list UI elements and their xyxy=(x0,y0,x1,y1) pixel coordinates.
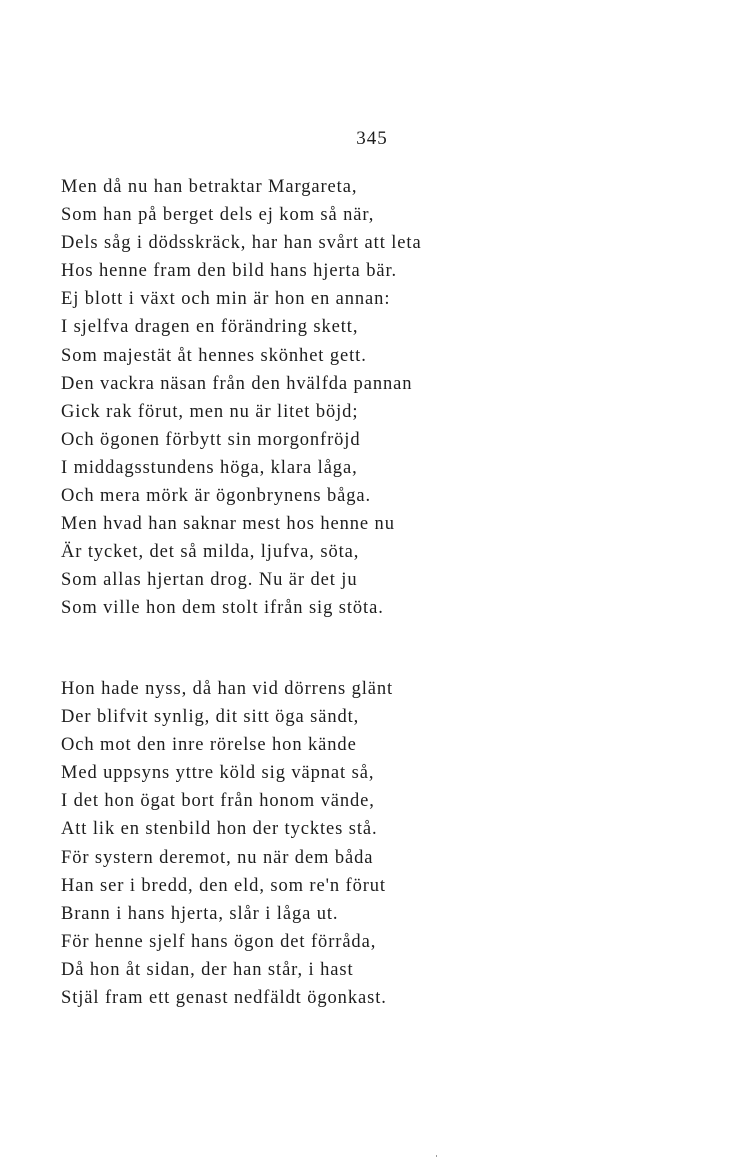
paper-speck xyxy=(436,1155,437,1157)
verse-line: Men hvad han saknar mest hos henne nu xyxy=(61,514,395,535)
verse-line: Att lik en stenbild hon der tycktes stå. xyxy=(61,819,378,840)
verse-line: Då hon åt sidan, der han står, i hast xyxy=(61,959,354,980)
verse-line: I det hon ögat bort från honom vände, xyxy=(61,791,375,812)
stanza-2 xyxy=(61,675,441,1012)
verse-line: Som ville hon dem stolt ifrån sig stöta. xyxy=(61,598,384,619)
verse-line: I sjelfva dragen en förändring skett, xyxy=(61,317,359,338)
verse-line: För henne sjelf hans ögon det förråda, xyxy=(61,931,377,952)
verse-line: Den vackra näsan från den hvälfda pannan xyxy=(61,373,413,394)
verse-line: Der blifvit synlig, dit sitt öga sändt, xyxy=(61,707,360,728)
verse-line: Hon hade nyss, då han vid dörrens glänt xyxy=(61,679,394,699)
verse-line: Hos henne fram den bild hans hjerta bär. xyxy=(61,261,398,282)
page-number: 345 xyxy=(356,128,388,149)
stanza-1 xyxy=(61,173,441,623)
verse-line: Som majestät åt hennes skönhet gett. xyxy=(61,345,367,366)
verse-line: Som han på berget dels ej kom så när, xyxy=(61,205,375,226)
verse-line: Och mot den inre rörelse hon kände xyxy=(61,735,357,756)
verse-line: I middagsstundens höga, klara låga, xyxy=(61,457,358,478)
verse-line: Men då nu han betraktar Margareta, xyxy=(61,177,358,197)
verse-line: Och mera mörk är ögonbrynens båga. xyxy=(61,486,372,507)
verse-line: Brann i hans hjerta, slår i låga ut. xyxy=(61,903,339,924)
verse-line: Är tycket, det så milda, ljufva, söta, xyxy=(61,542,360,563)
verse-line: För systern deremot, nu när dem båda xyxy=(61,847,374,868)
verse-line: Han ser i bredd, den eld, som re'n förut xyxy=(61,875,386,896)
verse-line: Gick rak förut, men nu är litet böjd; xyxy=(61,401,359,422)
verse-line: Som allas hjertan drog. Nu är det ju xyxy=(61,570,358,591)
verse-line: Dels såg i dödsskräck, har han svårt att leta xyxy=(61,233,422,254)
verse-line: Och ögonen förbytt sin morgonfröjd xyxy=(61,429,361,450)
verse-line: Med uppsyns yttre köld sig väpnat så, xyxy=(61,763,375,784)
verse-line: Ej blott i växt och min är hon en annan: xyxy=(61,289,391,310)
verse-line: Stjäl fram ett genast nedfäldt ögonkast. xyxy=(61,988,387,1009)
